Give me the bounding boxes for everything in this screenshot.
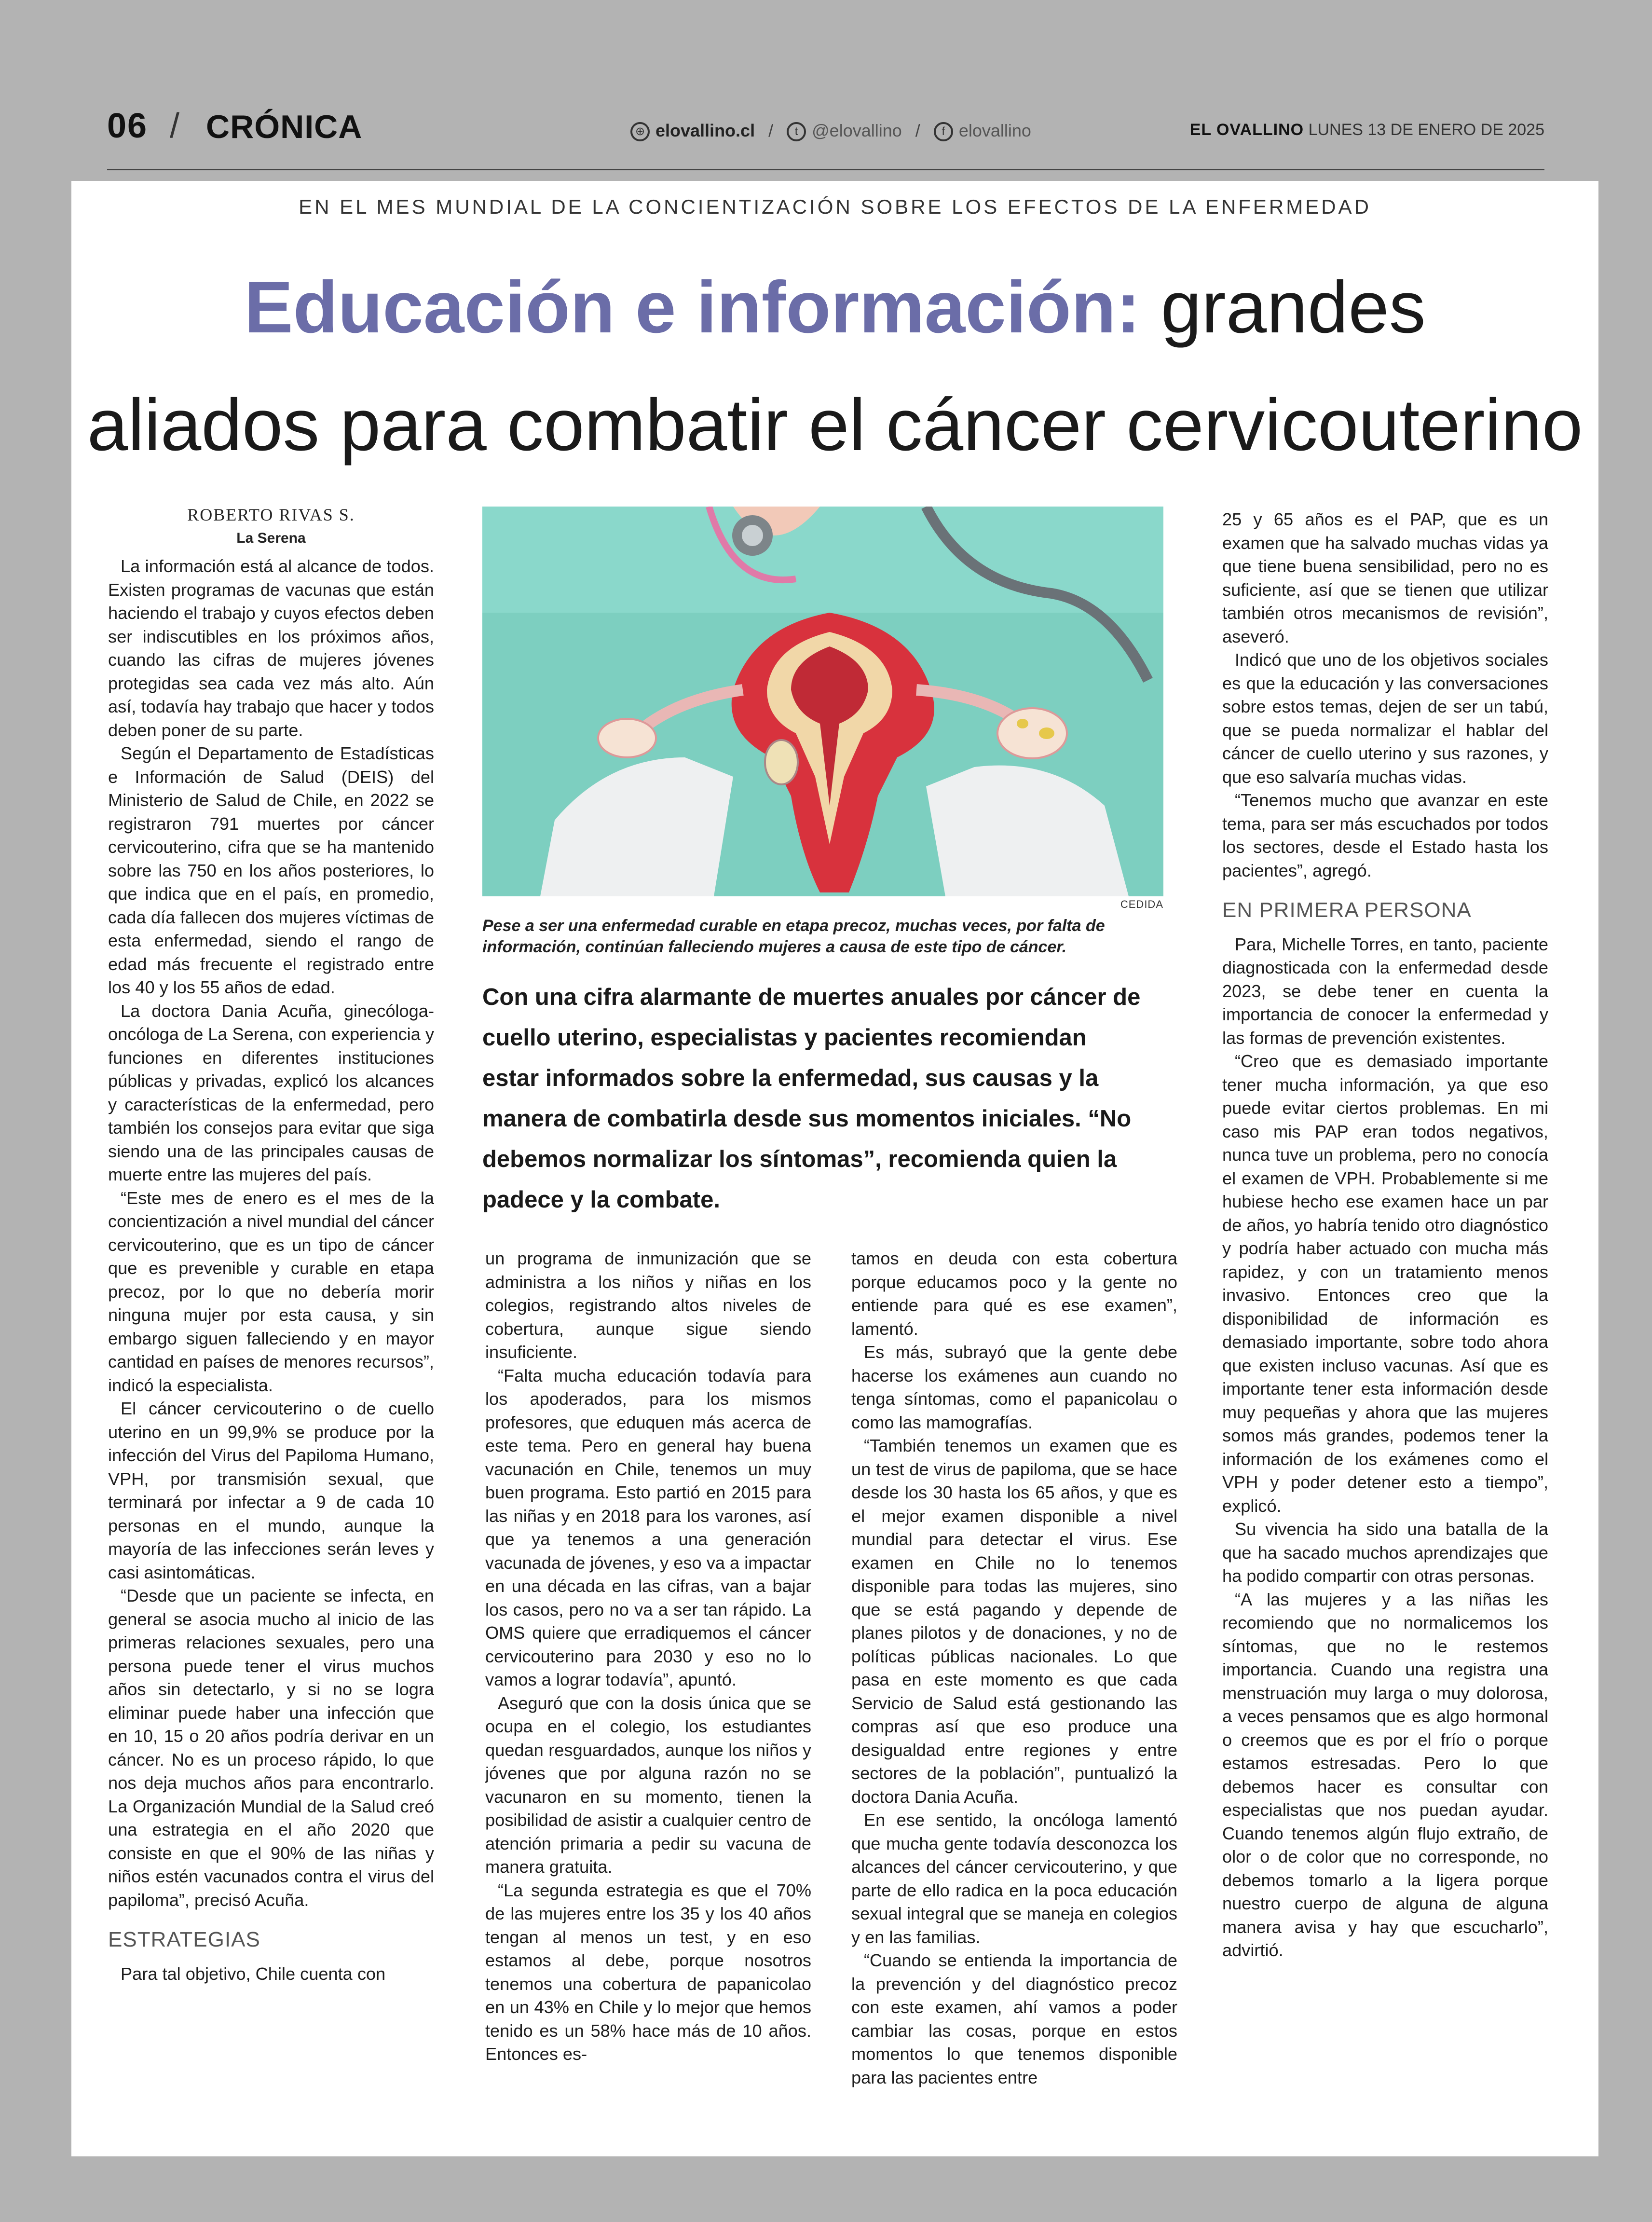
paragraph: un programa de inmunización que se administra a los niños y niñas en los colegios, registrando altos niveles de cobertura, aunque sigue siendo insuficiente. bbox=[485, 1248, 811, 1362]
newspaper-name: EL OVALLINO bbox=[1189, 121, 1304, 139]
paragraph: Aseguró que con la dosis única que se ocupa en el colegio, los estudiantes quedan resguardados, aunque los niños y jóvenes que por alguna razón no se vacunaron en su momento, tienen la posibilidad de asistir a cualquier centro de atención primaria a pedir su vacuna de manera gratuita. bbox=[485, 1693, 811, 1877]
social-links bbox=[630, 121, 1031, 141]
paragraph: “A las mujeres y a las niñas les recomiendo que no normalicemos los síntomas, que no le restemos importancia. Cuando una registra una menstruación muy larga o muy dolorosa, a veces pensamos que es algo hormonal o creemos que es por el frío o porque estamos estresadas. Pero lo que debemos hacer es consultar con especialistas que nos puedan ayudar. Cuando tenemos algún flujo extraño, de olor o de color que no corresponde, no debemos tomarlo a la ligera porque nuestro cuerpo de alguna de alguna manera avisa y hay que escucharlo”, advirtió. bbox=[1222, 1589, 1548, 1960]
paragraph: Su vivencia ha sido una batalla de la que ha sacado muchos aprendizajes que ha podido compartir con otras personas. bbox=[1222, 1519, 1548, 1586]
masthead bbox=[1190, 121, 1544, 139]
paragraph: “También tenemos un examen que es un test de virus de papiloma, que se hace desde los 30 hasta los 65 años, y que es el mejor examen disponible a nivel mundial para detectar el virus. Ese examen en Chile no lo tenemos disponible para todas las mujeres, sino que se está pagando y depende de planes pilotos y de donaciones, y no de políticas públicas nacionales. Lo que pasa en este momento es que cada Servicio de Salud está gestionando las compras así que eso produce una desigualdad entre regiones y entre sectores de la población”, puntualizó la doctora Dania Acuña. bbox=[851, 1436, 1177, 1807]
social-separator: / bbox=[768, 121, 774, 140]
facebook-handle[interactable]: elovallino bbox=[958, 121, 1031, 140]
page-number: 06 bbox=[107, 107, 148, 145]
paragraph: Según el Departamento de Estadísticas e Información de Salud (DEIS) del Ministerio de Salud de Chile, en 2022 se registraron 791 muertes por cáncer cervicouterino, cifra que se ha mantenido sobre las 750 en los años posteriores, lo que indica que en el país, en promedio, cada día fallecen dos mujeres víctimas de esta enfermedad, siendo el rango de edad más frecuente el registrado entre los 40 y los 55 años de edad. bbox=[108, 743, 434, 997]
social-separator: / bbox=[915, 121, 920, 140]
column-1 bbox=[108, 503, 434, 1986]
paragraph: “Cuando se entienda la importancia de la prevención y del diagnóstico precoz con este examen, ahí vamos a poder cambiar las cosas, porque en estos momentos lo que tenemos disponible para las pacientes entre bbox=[851, 1950, 1177, 2087]
paragraph: “Falta mucha educación todavía para los apoderados, para los mismos profesores, que eduquen más acerca de este tema. Pero en general hay buena vacunación en Chile, tenemos un muy buen programa. Esto partió en 2015 para las niñas y en 2018 para los varones, así que ya tenemos a una generación vacunada de jóvenes, y eso va a impactar en una década en las cifras, van a bajar los casos, pero no va a ser tan rápido. La OMS quiere que erradiquemos el cáncer cervicouterino para 2030 y eso no lo vamos a lograr todavía”, apuntó. bbox=[485, 1365, 811, 1689]
paragraph: tamos en deuda con esta cobertura porque educamos poco y la gente no entiende para qué es ese examen”, lamentó. bbox=[851, 1248, 1177, 1339]
byline-author: ROBERTO RIVAS S. bbox=[187, 505, 355, 524]
paragraph: 25 y 65 años es el PAP, que es un examen que ha salvado muchas vidas ya que tiene buena sensibilidad, pero no es suficiente, así que se tienen que utilizar también otros mecanismos de revisión”, aseveró. bbox=[1222, 509, 1548, 646]
paragraph: En ese sentido, la oncóloga lamentó que mucha gente todavía desconozca los alcances del cáncer cervicouterino, y que parte de ello radica en la poca educación sexual integral que se maneja en colegios y en las familias. bbox=[851, 1810, 1177, 1947]
lead-paragraph: Con una cifra alarmante de muertes anuales por cáncer de cuello uterino, especialistas y pacientes recomiendan estar informados sobre la enfermedad, sus causas y la manera de combatirla desde sus momentos iniciales. “No debemos normalizar los síntomas”, recomienda quien la padece y la combate. bbox=[482, 984, 1141, 1213]
section-title: CRÓNICA bbox=[206, 109, 363, 145]
photo-credit: CEDIDA bbox=[1120, 898, 1163, 910]
issue-date: LUNES 13 DE ENERO DE 2025 bbox=[1308, 121, 1544, 139]
paragraph: Para, Michelle Torres, en tanto, paciente diagnosticada con la enfermedad desde 2023, se debe tener en cuenta la importancia de conocer la enfermedad y las formas de prevención existentes. bbox=[1222, 934, 1548, 1048]
headline-line1-rest: grandes bbox=[1140, 266, 1426, 348]
uterus-model-illustration bbox=[482, 507, 1163, 896]
column-3 bbox=[851, 1247, 1177, 2089]
subhead-en-primera-persona: EN PRIMERA PERSONA bbox=[1222, 898, 1472, 922]
paragraph: Para tal objetivo, Chile cuenta con bbox=[121, 1963, 386, 1984]
article-card bbox=[71, 181, 1598, 2156]
column-4 bbox=[1222, 508, 1548, 1962]
paragraph: “Desde que un paciente se infecta, en general se asocia mucho al inicio de las primeras relaciones sexuales, pero una persona puede tener el virus muchos años sin detectarlo, y si no se logra eliminar puede haber una infección que en 10, 15 o 20 años podría derivar en un cáncer. No es un proceso rápido, lo que nos deja muchos años para encontrarlo. La Organización Mundial de la Salud creó una estrategia en el año 2020 que consiste en que el 90% de las niñas y niños estén vacunados contra el virus del papiloma”, precisó Acuña. bbox=[108, 1586, 434, 1910]
header-separator: / bbox=[170, 107, 180, 145]
column-2 bbox=[485, 1247, 811, 2066]
subhead-estrategias: ESTRATEGIAS bbox=[108, 1928, 260, 1951]
facebook-icon: f bbox=[934, 122, 953, 141]
kicker: EN EL MES MUNDIAL DE LA CONCIENTIZACIÓN SOBRE LOS EFECTOS DE LA ENFERMEDAD bbox=[299, 195, 1371, 218]
paragraph: La información está al alcance de todos. Existen programas de vacunas que están haciendo el trabajo y cuyos efectos deben ser indiscutibles en los próximos años, cuando las cifras de mujeres jóvenes protegidas sea cada vez más alto. Aún así, todavía hay trabajo que hacer y todos deben poner de su parte. bbox=[108, 556, 434, 740]
headline-highlight: Educación e información: bbox=[244, 266, 1141, 348]
globe-icon: ⊕ bbox=[630, 122, 650, 141]
paragraph: Es más, subrayó que la gente debe hacerse los exámenes aun cuando no tenga síntomas, como el papanicolau o como las mamografías. bbox=[851, 1342, 1177, 1432]
paragraph: “La segunda estrategia es que el 70% de las mujeres entre los 35 y los 40 años tengan al menos un test, y en eso estamos al debe, porque nosotros tenemos una cobertura de papanicolao en un 43% en Chile y lo mejor que hemos tenido es un 58% hace más de 10 años. Entonces es- bbox=[485, 1880, 811, 2064]
paragraph: “Este mes de enero es el mes de la concientización a nivel mundial del cáncer cervicouterino, que es un tipo de cáncer que es prevenible y curable en etapa precoz, por lo que no debería morir ninguna mujer por esta causa, y sin embargo siguen falleciendo y en mayor cantidad en países de menores recursos”, indicó la especialista. bbox=[108, 1188, 434, 1395]
twitter-icon: t bbox=[787, 122, 806, 141]
paragraph: “Creo que es demasiado importante tener mucha información, ya que eso puede evitar ciertos problemas. En mi caso mis PAP eran todos negativos, nunca tuve un problema, pero no conocía el examen de VPH. Probablemente si me hubiese hecho ese examen hace un par de años, yo habría tenido otro diagnóstico y podría haber actuado con mucha más rapidez, y con un tratamiento menos invasivo. Entonces creo que la disponibilidad de información es demasiado importante, sobre todo ahora que existen incluso vacunas. Así que es importante tener esta información desde muy pequeñas y ahora que las mujeres somos más grandes, podemos tener la información de los exámenes como el VPH y poder detener esto a tiempo”, explicó. bbox=[1222, 1051, 1548, 1516]
article-photo bbox=[482, 507, 1163, 896]
paragraph: El cáncer cervicouterino o de cuello uterino en un 99,9% se produce por la infección del Virus del Papiloma Humano, VPH, por transmisión sexual, que terminará por infectar a 9 de cada 10 personas en el mundo, aunque la mayoría de las infecciones serán leves y casi asintomáticas. bbox=[108, 1399, 434, 1582]
header-rule bbox=[107, 169, 1544, 170]
twitter-handle[interactable]: @elovallino bbox=[812, 121, 902, 140]
paragraph: “Tenemos mucho que avanzar en este tema, para ser más escuchados por todos los sectores, desde el Estado hasta los pacientes”, agregó. bbox=[1222, 790, 1548, 880]
headline bbox=[71, 248, 1598, 484]
byline-place: La Serena bbox=[236, 530, 306, 546]
website-link[interactable]: elovallino.cl bbox=[655, 121, 755, 140]
paragraph: Indicó que uno de los objetivos sociales es que la educación y las conversaciones sobre estos temas, dejen de ser un tabú, que se pueda normalizar el hablar del cáncer de cuello uterino y sus razones, y que eso salvaría muchas vidas. bbox=[1222, 650, 1548, 787]
paragraph: La doctora Dania Acuña, ginecóloga-oncóloga de La Serena, con experiencia y funciones en diferentes instituciones públicas y privadas, explicó los alcances y características de la enfermedad, pero también los consejos para evitar que siga siendo una de las principales causas de muerte entre las mujeres del país. bbox=[108, 1001, 434, 1184]
headline-line2: aliados para combatir el cáncer cervicouterino bbox=[87, 384, 1583, 466]
photo-caption: Pese a ser una enfermedad curable en etapa precoz, muchas veces, por falta de información, continúan falleciendo mujeres a causa de este tipo de cáncer. bbox=[482, 917, 1105, 956]
page-header bbox=[107, 106, 1544, 169]
